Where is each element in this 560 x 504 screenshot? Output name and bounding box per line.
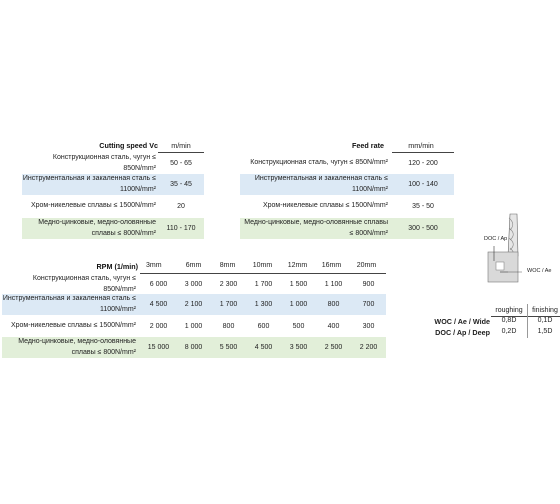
param-label: WOC / Ae / Wide — [434, 317, 490, 326]
param-roughing-value: 0,8D — [501, 317, 517, 324]
rpm-material-label: Конструкционная сталь, чугун ≤ 850N/mm² — [32, 275, 136, 293]
roughing-header: roughing — [495, 307, 523, 314]
cutting-speed-row — [22, 196, 204, 217]
rpm-value: 4 500 — [149, 301, 168, 308]
feed-rate-material-label: Хром-никелевые сплавы ≤ 1500N/mm² — [262, 202, 388, 210]
cutting-speed-row — [22, 174, 204, 195]
cutting-speed-material-label: Медно-цинковые, медно-оловянные сплавы ≤ 800N/mm² — [38, 219, 156, 237]
rpm-value: 500 — [292, 323, 305, 330]
feed-rate-row — [240, 174, 454, 195]
cut-pocket — [496, 262, 504, 270]
rpm-value: 1 300 — [254, 301, 273, 308]
rpm-row — [2, 316, 386, 337]
woc-ae-label: WOC / Ae — [527, 268, 552, 274]
rpm-column-header: 3mm — [146, 262, 162, 269]
feed-rate-row — [240, 196, 454, 217]
rpm-value: 1 000 — [289, 301, 308, 308]
cutting-speed-material-label: Хром-никелевые сплавы ≤ 1500N/mm² — [30, 202, 156, 210]
rpm-column-header: 10mm — [252, 262, 273, 269]
rpm-value: 6 000 — [149, 281, 168, 288]
rpm-value: 400 — [327, 323, 340, 330]
rpm-value: 1 500 — [289, 281, 308, 288]
rpm-value: 600 — [257, 323, 270, 330]
feed-rate-row — [240, 218, 454, 239]
feed-rate-row — [240, 153, 454, 174]
rpm-value: 3 000 — [184, 281, 203, 288]
rpm-value: 700 — [362, 301, 375, 308]
param-finishing-value: 0,1D — [537, 317, 553, 324]
params-column-divider — [527, 304, 528, 338]
rpm-column-header: 16mm — [321, 262, 342, 269]
rpm-column-header: 8mm — [219, 262, 236, 269]
feed-rate-value: 120 - 200 — [408, 160, 438, 167]
cutting-speed-material-label: Конструкционная сталь, чугун ≤ 850N/mm² — [52, 154, 156, 172]
finishing-header: finishing — [532, 307, 558, 314]
feed-rate-value: 35 - 50 — [412, 203, 434, 210]
cutting-speed-value: 110 - 170 — [166, 225, 196, 232]
param-finishing-value: 1,5D — [537, 328, 553, 335]
rpm-value: 1 100 — [324, 281, 343, 288]
rpm-value: 300 — [362, 323, 375, 330]
rpm-column-header: 12mm — [287, 262, 308, 269]
rpm-value: 2 100 — [184, 301, 203, 308]
rpm-value: 2 000 — [149, 323, 168, 330]
cutting-speed-value: 35 - 45 — [170, 181, 192, 188]
rpm-value: 900 — [362, 281, 375, 288]
cutting-speed-value: 50 - 65 — [170, 160, 192, 167]
rpm-column-header: 20mm — [356, 262, 377, 269]
feed-rate-unit: mm/min — [408, 141, 434, 150]
rpm-value: 1 700 — [219, 301, 238, 308]
end-mill-diagram — [470, 212, 560, 292]
rpm-value: 2 200 — [359, 344, 378, 351]
cutting-speed-unit: m/min — [171, 141, 191, 150]
rpm-material-label: Медно-цинковые, медно-оловянные сплавы ≤ 800N/mm² — [18, 338, 136, 356]
rpm-material-label: Хром-никелевые сплавы ≤ 1500N/mm² — [10, 322, 136, 330]
rpm-value: 1 000 — [184, 323, 203, 330]
cutting-speed-value: 20 — [177, 203, 185, 210]
rpm-value: 15 000 — [147, 344, 170, 351]
rpm-value: 1 700 — [254, 281, 273, 288]
rpm-title: RPM (1/min) — [96, 262, 138, 271]
rpm-column-header: 6mm — [185, 262, 202, 269]
rpm-row — [2, 274, 386, 295]
rpm-value: 8 000 — [184, 344, 203, 351]
rpm-row — [2, 294, 386, 315]
rpm-value: 800 — [327, 301, 340, 308]
feed-rate-material-label: Медно-цинковые, медно-оловянные сплавы ≤ 800N/mm² — [244, 219, 388, 237]
rpm-row — [2, 337, 386, 358]
param-label: DOC / Ap / Deep — [435, 328, 490, 337]
cutting-speed-title: Cutting speed Vc — [99, 141, 158, 150]
feed-rate-title: Feed rate — [352, 141, 384, 150]
rpm-value: 5 500 — [219, 344, 238, 351]
feed-rate-material-label: Конструкционная сталь, чугун ≤ 850N/mm² — [250, 159, 388, 167]
rpm-value: 4 500 — [254, 344, 273, 351]
cutting-speed-material-label: Инструментальная и закаленная сталь ≤ 1100N/mm² — [22, 175, 156, 193]
rpm-value: 2 500 — [324, 344, 343, 351]
feed-rate-value: 300 - 500 — [408, 225, 438, 232]
rpm-value: 800 — [222, 323, 235, 330]
cutting-speed-row — [22, 153, 204, 174]
rpm-value: 2 300 — [219, 281, 238, 288]
rpm-material-label: Инструментальная и закаленная сталь ≤ 1100N/mm² — [2, 295, 136, 313]
param-roughing-value: 0,2D — [501, 328, 517, 335]
feed-rate-value: 100 - 140 — [408, 181, 438, 188]
feed-rate-material-label: Инструментальная и закаленная сталь ≤ 1100N/mm² — [254, 175, 388, 193]
cutting-speed-row — [22, 218, 204, 239]
rpm-value: 3 500 — [289, 344, 308, 351]
doc-ap-label: DOC / Ap — [484, 236, 508, 242]
